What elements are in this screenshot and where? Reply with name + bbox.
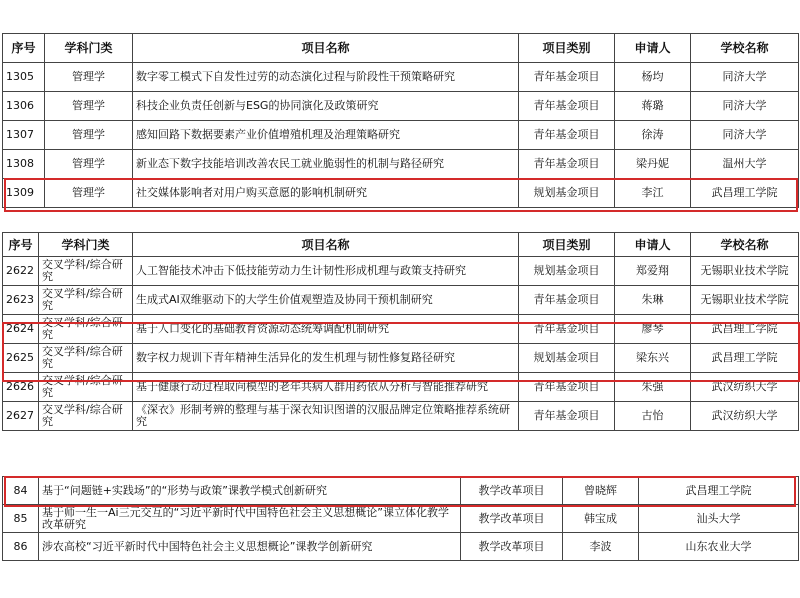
cell-project-name: 基于师一生一Ai三元交互的“习近平新时代中国特色社会主义思想概论”课立体化教学改革研究 bbox=[39, 505, 461, 533]
cell-school: 武昌理工学院 bbox=[639, 477, 799, 505]
cell-category: 教学改革项目 bbox=[461, 477, 563, 505]
cell-school: 武汉纺织大学 bbox=[691, 373, 799, 402]
cell-discipline: 交叉学科/综合研究 bbox=[39, 315, 133, 344]
cell-applicant: 朱强 bbox=[615, 373, 691, 402]
table-row bbox=[3, 533, 799, 561]
cell-category: 青年基金项目 bbox=[519, 402, 615, 431]
cell-category: 规划基金项目 bbox=[519, 257, 615, 286]
cell-discipline: 管理学 bbox=[45, 150, 133, 179]
cell-discipline: 管理学 bbox=[45, 121, 133, 150]
cell-school: 武昌理工学院 bbox=[691, 179, 799, 208]
table-row bbox=[3, 121, 799, 150]
cell-project-name: 社交媒体影响者对用户购买意愿的影响机制研究 bbox=[133, 179, 519, 208]
cell-category: 青年基金项目 bbox=[519, 92, 615, 121]
cell-school: 武昌理工学院 bbox=[691, 315, 799, 344]
project-table-teaching-reform bbox=[2, 476, 799, 561]
cell-school: 无锡职业技术学院 bbox=[691, 257, 799, 286]
cell-seq: 1309 bbox=[3, 179, 45, 208]
header-project-name: 项目名称 bbox=[133, 34, 519, 63]
header-discipline: 学科门类 bbox=[39, 233, 133, 257]
cell-project-name: 基于“问题链+实践场”的“形势与政策”课教学模式创新研究 bbox=[39, 477, 461, 505]
cell-project-name: 科技企业负责任创新与ESG的协同演化及政策研究 bbox=[133, 92, 519, 121]
cell-discipline: 交叉学科/综合研究 bbox=[39, 257, 133, 286]
table-row bbox=[3, 402, 799, 431]
cell-school: 武昌理工学院 bbox=[691, 344, 799, 373]
cell-discipline: 管理学 bbox=[45, 179, 133, 208]
cell-seq: 1305 bbox=[3, 63, 45, 92]
cell-school: 武汉纺织大学 bbox=[691, 402, 799, 431]
cell-applicant: 古怡 bbox=[615, 402, 691, 431]
table-row bbox=[3, 373, 799, 402]
cell-applicant: 朱琳 bbox=[615, 286, 691, 315]
header-category: 项目类别 bbox=[519, 34, 615, 63]
cell-category: 教学改革项目 bbox=[461, 505, 563, 533]
cell-project-name: 《深衣》形制考辨的整理与基于深衣知识图谱的汉服品牌定位策略推荐系统研究 bbox=[133, 402, 519, 431]
table-row bbox=[3, 92, 799, 121]
table-row bbox=[3, 286, 799, 315]
cell-category: 教学改革项目 bbox=[461, 533, 563, 561]
cell-school: 同济大学 bbox=[691, 92, 799, 121]
cell-project-name: 数字零工模式下自发性过劳的动态演化过程与阶段性干预策略研究 bbox=[133, 63, 519, 92]
header-applicant: 申请人 bbox=[615, 233, 691, 257]
cell-applicant: 廖琴 bbox=[615, 315, 691, 344]
cell-discipline: 交叉学科/综合研究 bbox=[39, 344, 133, 373]
header-category: 项目类别 bbox=[519, 233, 615, 257]
cell-seq: 2626 bbox=[3, 373, 39, 402]
cell-category: 规划基金项目 bbox=[519, 344, 615, 373]
cell-project-name: 生成式AI双维驱动下的大学生价值观塑造及协同干预机制研究 bbox=[133, 286, 519, 315]
cell-seq: 2625 bbox=[3, 344, 39, 373]
cell-project-name: 基于人口变化的基础教育资源动态统筹调配机制研究 bbox=[133, 315, 519, 344]
project-table-interdisciplinary bbox=[2, 232, 799, 431]
cell-applicant: 梁丹妮 bbox=[615, 150, 691, 179]
cell-category: 青年基金项目 bbox=[519, 315, 615, 344]
cell-applicant: 郑爱翔 bbox=[615, 257, 691, 286]
cell-applicant: 李波 bbox=[563, 533, 639, 561]
cell-project-name: 新业态下数字技能培训改善农民工就业脆弱性的机制与路径研究 bbox=[133, 150, 519, 179]
cell-school: 温州大学 bbox=[691, 150, 799, 179]
cell-project-name: 基于健康行动过程取向模型的老年共病人群用药依从分析与智能推荐研究 bbox=[133, 373, 519, 402]
cell-school: 山东农业大学 bbox=[639, 533, 799, 561]
cell-seq: 2623 bbox=[3, 286, 39, 315]
cell-school: 无锡职业技术学院 bbox=[691, 286, 799, 315]
header-school: 学校名称 bbox=[691, 233, 799, 257]
cell-discipline: 交叉学科/综合研究 bbox=[39, 286, 133, 315]
table-row-highlighted bbox=[3, 179, 799, 208]
cell-category: 青年基金项目 bbox=[519, 150, 615, 179]
cell-applicant: 徐涛 bbox=[615, 121, 691, 150]
cell-discipline: 管理学 bbox=[45, 63, 133, 92]
cell-project-name: 涉农高校“习近平新时代中国特色社会主义思想概论”课教学创新研究 bbox=[39, 533, 461, 561]
cell-applicant: 梁东兴 bbox=[615, 344, 691, 373]
cell-applicant: 杨均 bbox=[615, 63, 691, 92]
table-row-highlighted bbox=[3, 477, 799, 505]
cell-seq: 84 bbox=[3, 477, 39, 505]
cell-discipline: 管理学 bbox=[45, 92, 133, 121]
cell-project-name: 人工智能技术冲击下低技能劳动力生计韧性形成机理与政策支持研究 bbox=[133, 257, 519, 286]
cell-category: 青年基金项目 bbox=[519, 286, 615, 315]
header-school: 学校名称 bbox=[691, 34, 799, 63]
project-table-management bbox=[2, 33, 799, 208]
table-row-highlighted bbox=[3, 344, 799, 373]
cell-project-name: 数字权力规训下青年精神生活异化的发生机理与韧性修复路径研究 bbox=[133, 344, 519, 373]
table-header-row bbox=[3, 34, 799, 63]
cell-school: 同济大学 bbox=[691, 121, 799, 150]
cell-discipline: 交叉学科/综合研究 bbox=[39, 402, 133, 431]
header-seq: 序号 bbox=[3, 233, 39, 257]
cell-seq: 1306 bbox=[3, 92, 45, 121]
table-header-row bbox=[3, 233, 799, 257]
cell-school: 汕头大学 bbox=[639, 505, 799, 533]
table-row bbox=[3, 505, 799, 533]
cell-applicant: 韩宝成 bbox=[563, 505, 639, 533]
cell-applicant: 蒋璐 bbox=[615, 92, 691, 121]
table-row bbox=[3, 150, 799, 179]
cell-school: 同济大学 bbox=[691, 63, 799, 92]
table-row bbox=[3, 257, 799, 286]
cell-category: 规划基金项目 bbox=[519, 179, 615, 208]
cell-seq: 2622 bbox=[3, 257, 39, 286]
header-discipline: 学科门类 bbox=[45, 34, 133, 63]
cell-seq: 1308 bbox=[3, 150, 45, 179]
table-row-highlighted bbox=[3, 315, 799, 344]
cell-seq: 2627 bbox=[3, 402, 39, 431]
table-row bbox=[3, 63, 799, 92]
header-applicant: 申请人 bbox=[615, 34, 691, 63]
cell-seq: 85 bbox=[3, 505, 39, 533]
header-project-name: 项目名称 bbox=[133, 233, 519, 257]
cell-seq: 1307 bbox=[3, 121, 45, 150]
cell-seq: 86 bbox=[3, 533, 39, 561]
cell-category: 青年基金项目 bbox=[519, 63, 615, 92]
cell-discipline: 交叉学科/综合研究 bbox=[39, 373, 133, 402]
cell-applicant: 曾晓辉 bbox=[563, 477, 639, 505]
cell-applicant: 李江 bbox=[615, 179, 691, 208]
cell-category: 青年基金项目 bbox=[519, 121, 615, 150]
header-seq: 序号 bbox=[3, 34, 45, 63]
cell-category: 青年基金项目 bbox=[519, 373, 615, 402]
cell-seq: 2624 bbox=[3, 315, 39, 344]
cell-project-name: 感知回路下数据要素产业价值增殖机理及治理策略研究 bbox=[133, 121, 519, 150]
